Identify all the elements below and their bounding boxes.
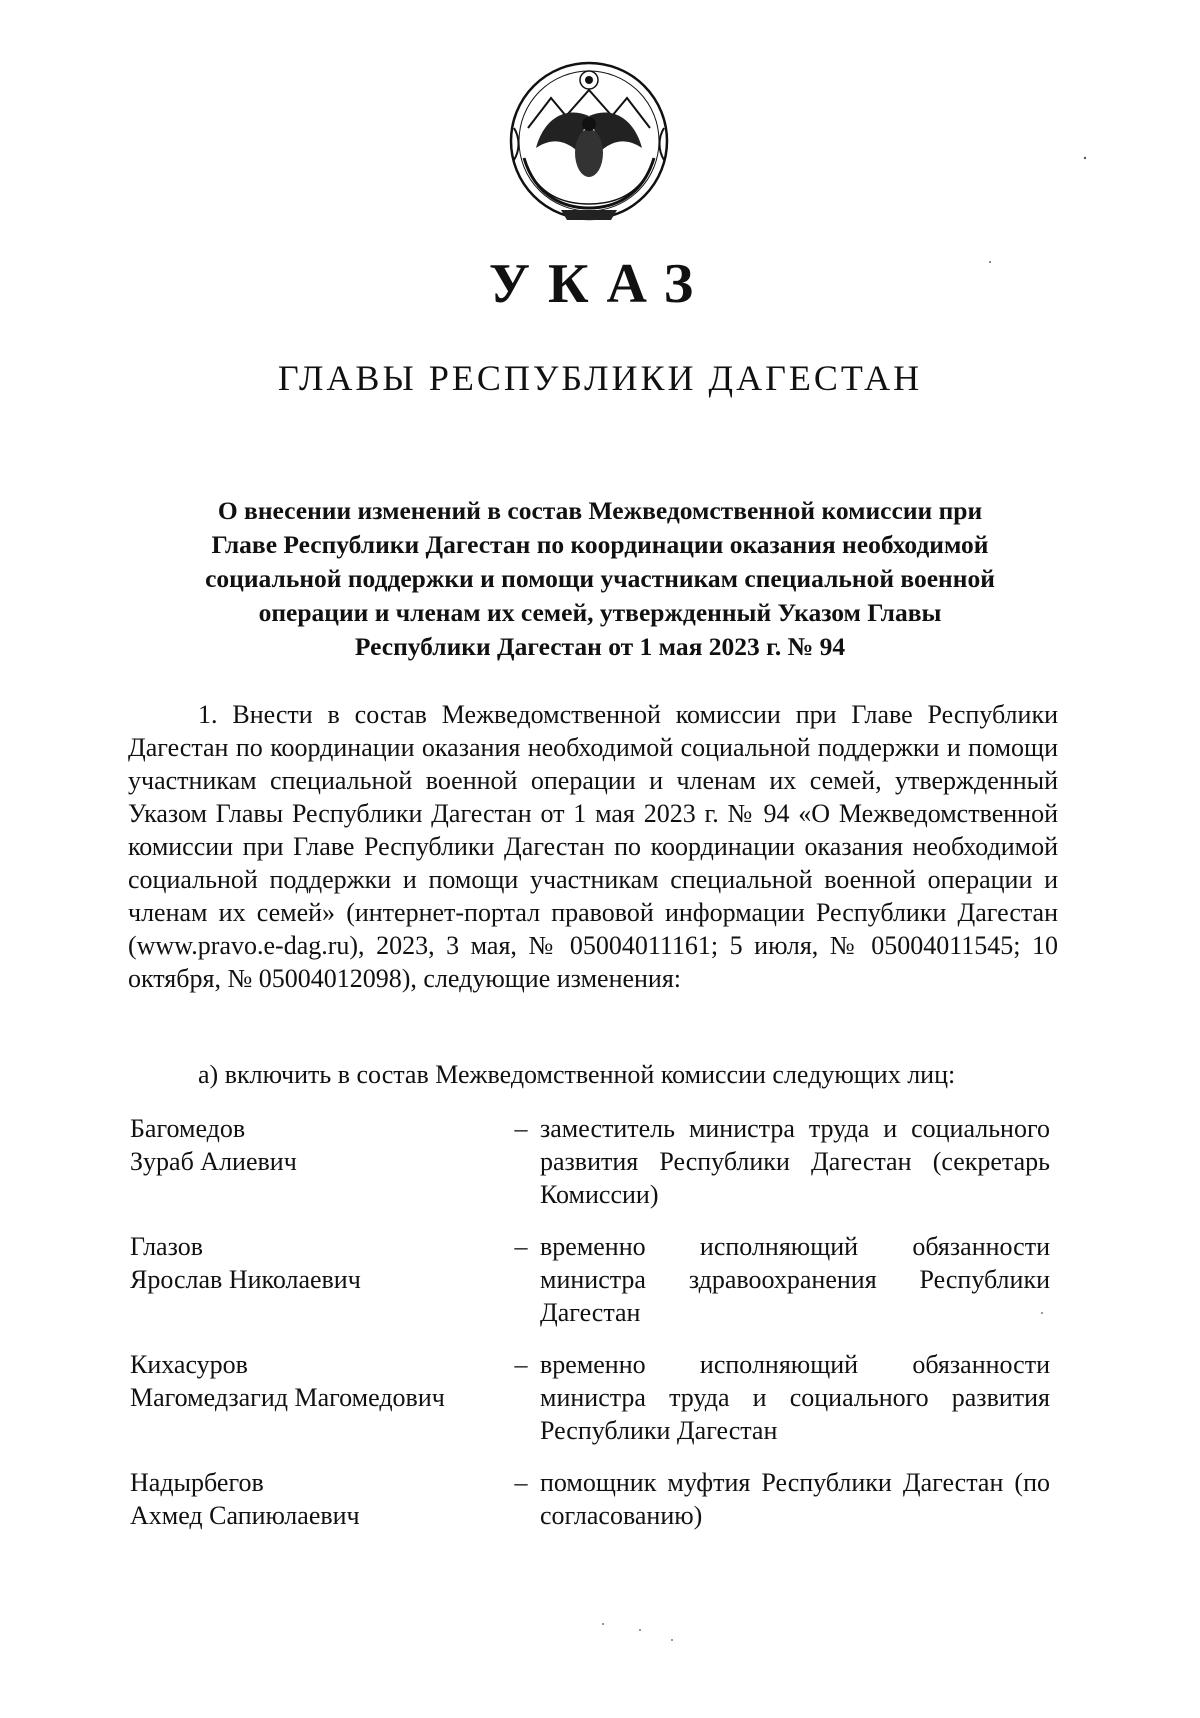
issuer-title: ГЛАВЫ РЕСПУБЛИКИ ДАГЕСТАН <box>277 358 923 398</box>
member-entry <box>130 1466 1060 1584</box>
subject-line: Главе Республики Дагестан по координации оказания необходимой <box>211 530 989 559</box>
members-list <box>130 1112 1060 1584</box>
paragraph-1: 1. Внести в состав Межведомственной комиссии при Главе Республики Дагестан по координации оказания необходимой социальной поддержки и помощи участникам специальной военной операции и членам их семей, утвержденный Указом Главы Республики Дагестан от 1 мая 2023 г. № 94 «О Межведомственной комиссии при Главе Республики Дагестан по координации оказания необходимой социальной поддержки и помощи участникам специальной военной операции и членам их семей» (интернет-портал правовой информации Республики Дагестан (www.pravo.e-dag.ru), 2023, 3 мая, № 05004011161; 5 июля, № 05004011545; 10 октября, № 05004012098), следующие изменения: <box>128 700 1058 993</box>
member-surname: Глазов <box>130 1232 203 1261</box>
member-given-names: Магомедзагид Магомедович <box>130 1383 445 1412</box>
subject-line: социальной поддержки и помощи участникам специальной военной <box>205 564 995 593</box>
document-subject <box>130 494 1070 664</box>
member-given-names: Ярослав Николаевич <box>130 1265 361 1294</box>
member-entry <box>130 1112 1060 1230</box>
member-role: заместитель министра труда и социального развития Республики Дагестан (секретарь Комиссии) <box>540 1114 1050 1209</box>
member-name <box>130 1112 510 1178</box>
member-surname: Багомедов <box>130 1114 246 1143</box>
member-surname: Кихасуров <box>130 1350 248 1379</box>
member-name <box>130 1466 510 1532</box>
member-given-names: Зураб Алиевич <box>130 1147 297 1176</box>
member-dash: – <box>514 1232 528 1261</box>
member-role: временно исполняющий обязанности министра здравоохранения Республики Дагестан <box>540 1232 1050 1327</box>
member-entry <box>130 1230 1060 1348</box>
member-dash: – <box>514 1350 528 1379</box>
member-surname: Надырбегов <box>130 1468 264 1497</box>
member-name <box>130 1348 510 1414</box>
subject-line: операции и членам их семей, утвержденный Указом Главы <box>258 598 942 627</box>
member-entry <box>130 1348 1060 1466</box>
subject-line: Республики Дагестан от 1 мая 2023 г. № 94 <box>354 632 846 661</box>
member-name <box>130 1230 510 1296</box>
document-type-title: УКАЗ <box>488 253 712 315</box>
member-dash: – <box>514 1468 528 1497</box>
member-role: помощник муфтия Республики Дагестан (по согласованию) <box>540 1468 1050 1530</box>
member-given-names: Ахмед Сапиюлаевич <box>130 1501 360 1530</box>
member-role: временно исполняющий обязанности министра труда и социального развития Республики Дагестан <box>540 1350 1050 1445</box>
dagestan-coat-of-arms-icon <box>506 58 672 224</box>
sub-item-a: а) включить в состав Межведомственной комиссии следующих лиц: <box>198 1060 956 1089</box>
member-dash: – <box>514 1114 528 1143</box>
subject-line: О внесении изменений в состав Межведомственной комиссии при <box>217 496 983 525</box>
